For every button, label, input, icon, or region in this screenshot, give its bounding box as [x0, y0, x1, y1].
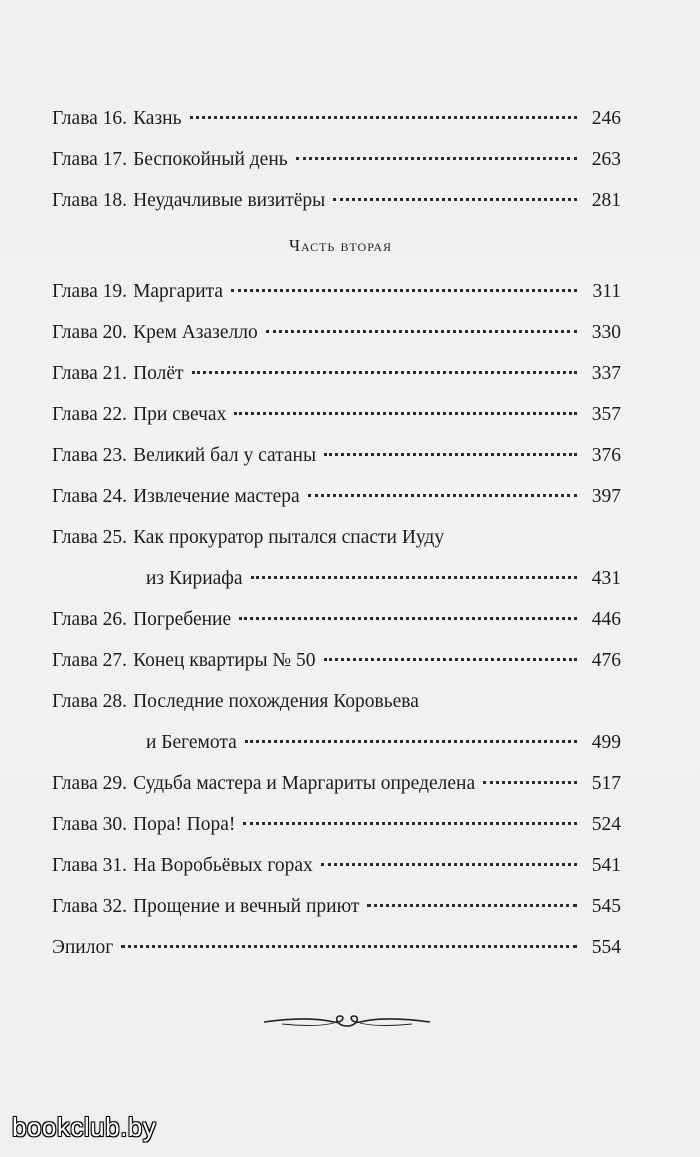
- chapter-label: Глава 28.: [52, 691, 128, 712]
- chapter-label: Глава 32.: [52, 896, 128, 917]
- chapter-label: Глава 26.: [52, 609, 128, 630]
- dot-leader: [245, 739, 577, 743]
- chapter-label: Глава 27.: [52, 650, 128, 671]
- chapter-label: Глава 17.: [52, 149, 128, 170]
- dot-leader: [192, 370, 577, 374]
- chapter-title: Прощение и вечный приют: [133, 896, 360, 917]
- dot-leader: [324, 452, 577, 456]
- chapter-title: Неудачливые визитёры: [133, 190, 326, 211]
- page-number: 337: [591, 363, 621, 384]
- toc-entry-line: [52, 558, 621, 599]
- toc-entry-line: [52, 271, 621, 312]
- page-number: 376: [591, 445, 621, 466]
- dot-leader: [121, 944, 577, 948]
- dot-leader: [231, 288, 577, 292]
- chapter-title: Великий бал у сатаны: [133, 445, 317, 466]
- dot-leader: [333, 197, 577, 201]
- page-number: 431: [591, 568, 621, 589]
- chapter-title: Конец квартиры № 50: [133, 650, 316, 671]
- dot-leader: [321, 862, 577, 866]
- page-number: 281: [591, 190, 621, 211]
- dot-leader: [324, 657, 578, 661]
- toc-entry: [52, 804, 621, 845]
- chapter-title: Последние похождения Коровьева: [133, 691, 419, 712]
- page-number: 357: [591, 404, 621, 425]
- dot-leader: [234, 411, 577, 415]
- toc-entry-line: [52, 312, 621, 353]
- chapter-title: Пора! Пора!: [133, 814, 236, 835]
- toc-entry: [52, 312, 621, 353]
- toc-entry-line: [52, 517, 621, 558]
- dot-leader: [251, 575, 577, 579]
- chapter-title: На Воробьёвых горах: [133, 855, 313, 876]
- chapter-title: Полёт: [133, 363, 184, 384]
- watermark-text: bookclub.by: [12, 1112, 157, 1142]
- page-number: 554: [591, 937, 621, 958]
- chapter-title-continued: и Бегемота: [146, 732, 237, 753]
- toc-entry-line: [52, 681, 621, 722]
- toc-entry: [52, 353, 621, 394]
- chapter-label: Эпилог: [52, 937, 114, 958]
- toc-entry-line: [52, 763, 621, 804]
- dot-leader: [296, 156, 577, 160]
- chapter-label: Глава 31.: [52, 855, 128, 876]
- toc-entry-line: [52, 394, 621, 435]
- page-number: 545: [591, 896, 621, 917]
- chapter-title: Казнь: [133, 108, 182, 129]
- chapter-label: Глава 21.: [52, 363, 128, 384]
- table-of-contents: [52, 98, 621, 968]
- chapter-label: Глава 25.: [52, 527, 128, 548]
- toc-entry: [52, 394, 621, 435]
- toc-entry-line: [52, 98, 621, 139]
- toc-entry-line: [52, 886, 621, 927]
- toc-entry: [52, 517, 621, 599]
- chapter-label: Глава 23.: [52, 445, 128, 466]
- toc-entry-line: [52, 435, 621, 476]
- chapter-label: Глава 24.: [52, 486, 128, 507]
- toc-entry-line: [52, 640, 621, 681]
- toc-entry: [52, 845, 621, 886]
- chapter-title: Маргарита: [133, 281, 224, 302]
- page-number: 263: [591, 149, 621, 170]
- toc-entry-line: [52, 845, 621, 886]
- toc-entry-line: [52, 353, 621, 394]
- toc-entry: [52, 139, 621, 180]
- chapter-label: Глава 30.: [52, 814, 128, 835]
- dot-leader: [367, 903, 577, 907]
- chapter-label: Глава 16.: [52, 108, 128, 129]
- chapter-label: Глава 29.: [52, 773, 128, 794]
- toc-entry: [52, 98, 621, 139]
- page-number: 499: [591, 732, 621, 753]
- chapter-title-continued: из Кириафа: [146, 568, 243, 589]
- toc-entry: [52, 599, 621, 640]
- toc-entry: [52, 886, 621, 927]
- dot-leader: [190, 115, 578, 119]
- chapter-title: Как прокуратор пытался спасти Иуду: [133, 527, 445, 548]
- toc-entry-line: [52, 804, 621, 845]
- toc-entry-line: [52, 599, 621, 640]
- page-number: 446: [591, 609, 621, 630]
- chapter-label: Глава 18.: [52, 190, 128, 211]
- chapter-label: Глава 20.: [52, 322, 128, 343]
- page-number: 246: [591, 108, 621, 129]
- chapter-title: Погребение: [133, 609, 232, 630]
- chapter-label: Глава 22.: [52, 404, 128, 425]
- toc-entry: [52, 681, 621, 763]
- page-number: 541: [591, 855, 621, 876]
- dot-leader: [243, 821, 577, 825]
- chapter-title: Беспокойный день: [133, 149, 288, 170]
- chapter-title: Извлечение мастера: [133, 486, 300, 507]
- part-heading: Часть вторая: [288, 236, 393, 255]
- dot-leader: [483, 780, 577, 784]
- toc-entry: [52, 180, 621, 221]
- page-number: 476: [591, 650, 621, 671]
- dot-leader: [266, 329, 577, 333]
- chapter-label: Глава 19.: [52, 281, 128, 302]
- toc-entry: [52, 271, 621, 312]
- toc-entry-line: [52, 180, 621, 221]
- page-number: 524: [591, 814, 621, 835]
- toc-entry: [52, 476, 621, 517]
- toc-entry: [52, 927, 621, 968]
- dot-leader: [239, 616, 577, 620]
- toc-entry-line: [52, 927, 621, 968]
- page-number: 397: [591, 486, 621, 507]
- page-number: 330: [591, 322, 621, 343]
- toc-entry-line: [52, 139, 621, 180]
- page-number: 311: [592, 281, 621, 302]
- toc-entry: [52, 435, 621, 476]
- chapter-title: Судьба мастера и Маргариты определена: [133, 773, 476, 794]
- flourish-divider-icon: [262, 1012, 432, 1032]
- toc-entry-line: [52, 476, 621, 517]
- toc-entry: [52, 640, 621, 681]
- toc-entry: [52, 763, 621, 804]
- chapter-title: При свечах: [133, 404, 227, 425]
- dot-leader: [308, 493, 577, 497]
- toc-entry-line: [52, 722, 621, 763]
- toc-group-part-two: [52, 271, 621, 968]
- toc-group-part-one: [52, 98, 621, 221]
- chapter-title: Крем Азазелло: [133, 322, 258, 343]
- page-number: 517: [591, 773, 621, 794]
